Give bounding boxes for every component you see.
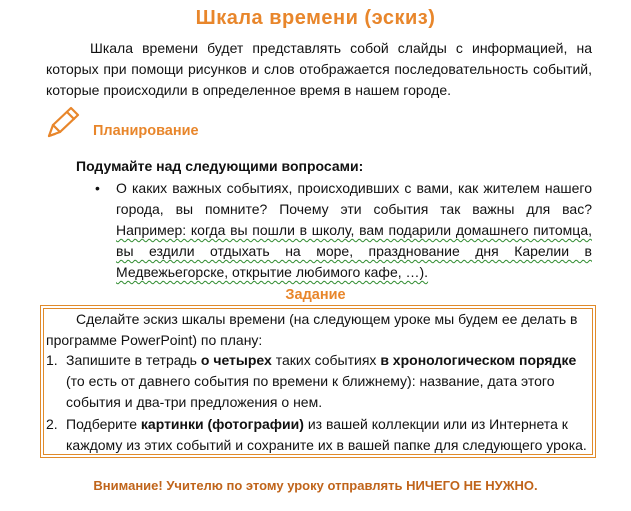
intro-paragraph: Шкала времени будет представлять собой слайды с информацией, на которых при помощи рисунков и слов отображается последовательность событий, которые происходили в определенное время в нашем городе. bbox=[46, 40, 592, 98]
document-title: Шкала времени (эскиз) bbox=[195, 7, 436, 29]
task-lead: Сделайте эскиз шкалы времени (на следующем уроке мы будем ее делать в программе PowerPoint) по плану: bbox=[46, 311, 578, 348]
example-text: Например: когда вы пошли в школу, вам подарили домашнего питомца, вы ездили отдыхать на море, празднование дня Карелии в Медвежьегорске, открытие любимого кафе, …). bbox=[116, 222, 592, 280]
task-item-number: 2. bbox=[46, 416, 58, 432]
task-item-text: таких событиях bbox=[271, 352, 381, 368]
task-item-1 bbox=[46, 350, 590, 413]
questions-prompt: Подумайте над следующими вопросами: bbox=[76, 158, 364, 174]
task-heading: Задание bbox=[285, 287, 346, 303]
task-item-bold: картинки (фотографии) bbox=[140, 416, 304, 432]
question-bullet bbox=[116, 178, 592, 283]
task-item-text: (то есть от давнего события по времени к ближнему): название, дата этого события и два-три предложения о нем. bbox=[66, 373, 555, 410]
task-item-text: Подберите bbox=[66, 416, 141, 432]
task-item-text: из вашей коллекции или из Интернета к каждому из этих событий и сохраните их в вашей папке для следующего урока. bbox=[66, 416, 587, 453]
task-item-text: Запишите в тетрадь bbox=[66, 352, 201, 368]
task-item-number: 1. bbox=[46, 352, 58, 368]
task-item-bold: о четырех bbox=[200, 352, 272, 368]
bullet-marker: • bbox=[95, 180, 100, 196]
task-item-2 bbox=[46, 414, 590, 456]
planning-heading: Планирование bbox=[93, 123, 199, 139]
task-item-bold: в хронологическом порядке bbox=[380, 352, 577, 368]
question-text: О каких важных событиях, происходивших с вами, как жителем нашего города, вы помните? Почему эти события так важны для вас? bbox=[116, 180, 592, 217]
warning-note: Внимание! Учителю по этому уроку отправлять НИЧЕГО НЕ НУЖНО. bbox=[93, 478, 538, 493]
pencil-icon bbox=[43, 104, 81, 140]
